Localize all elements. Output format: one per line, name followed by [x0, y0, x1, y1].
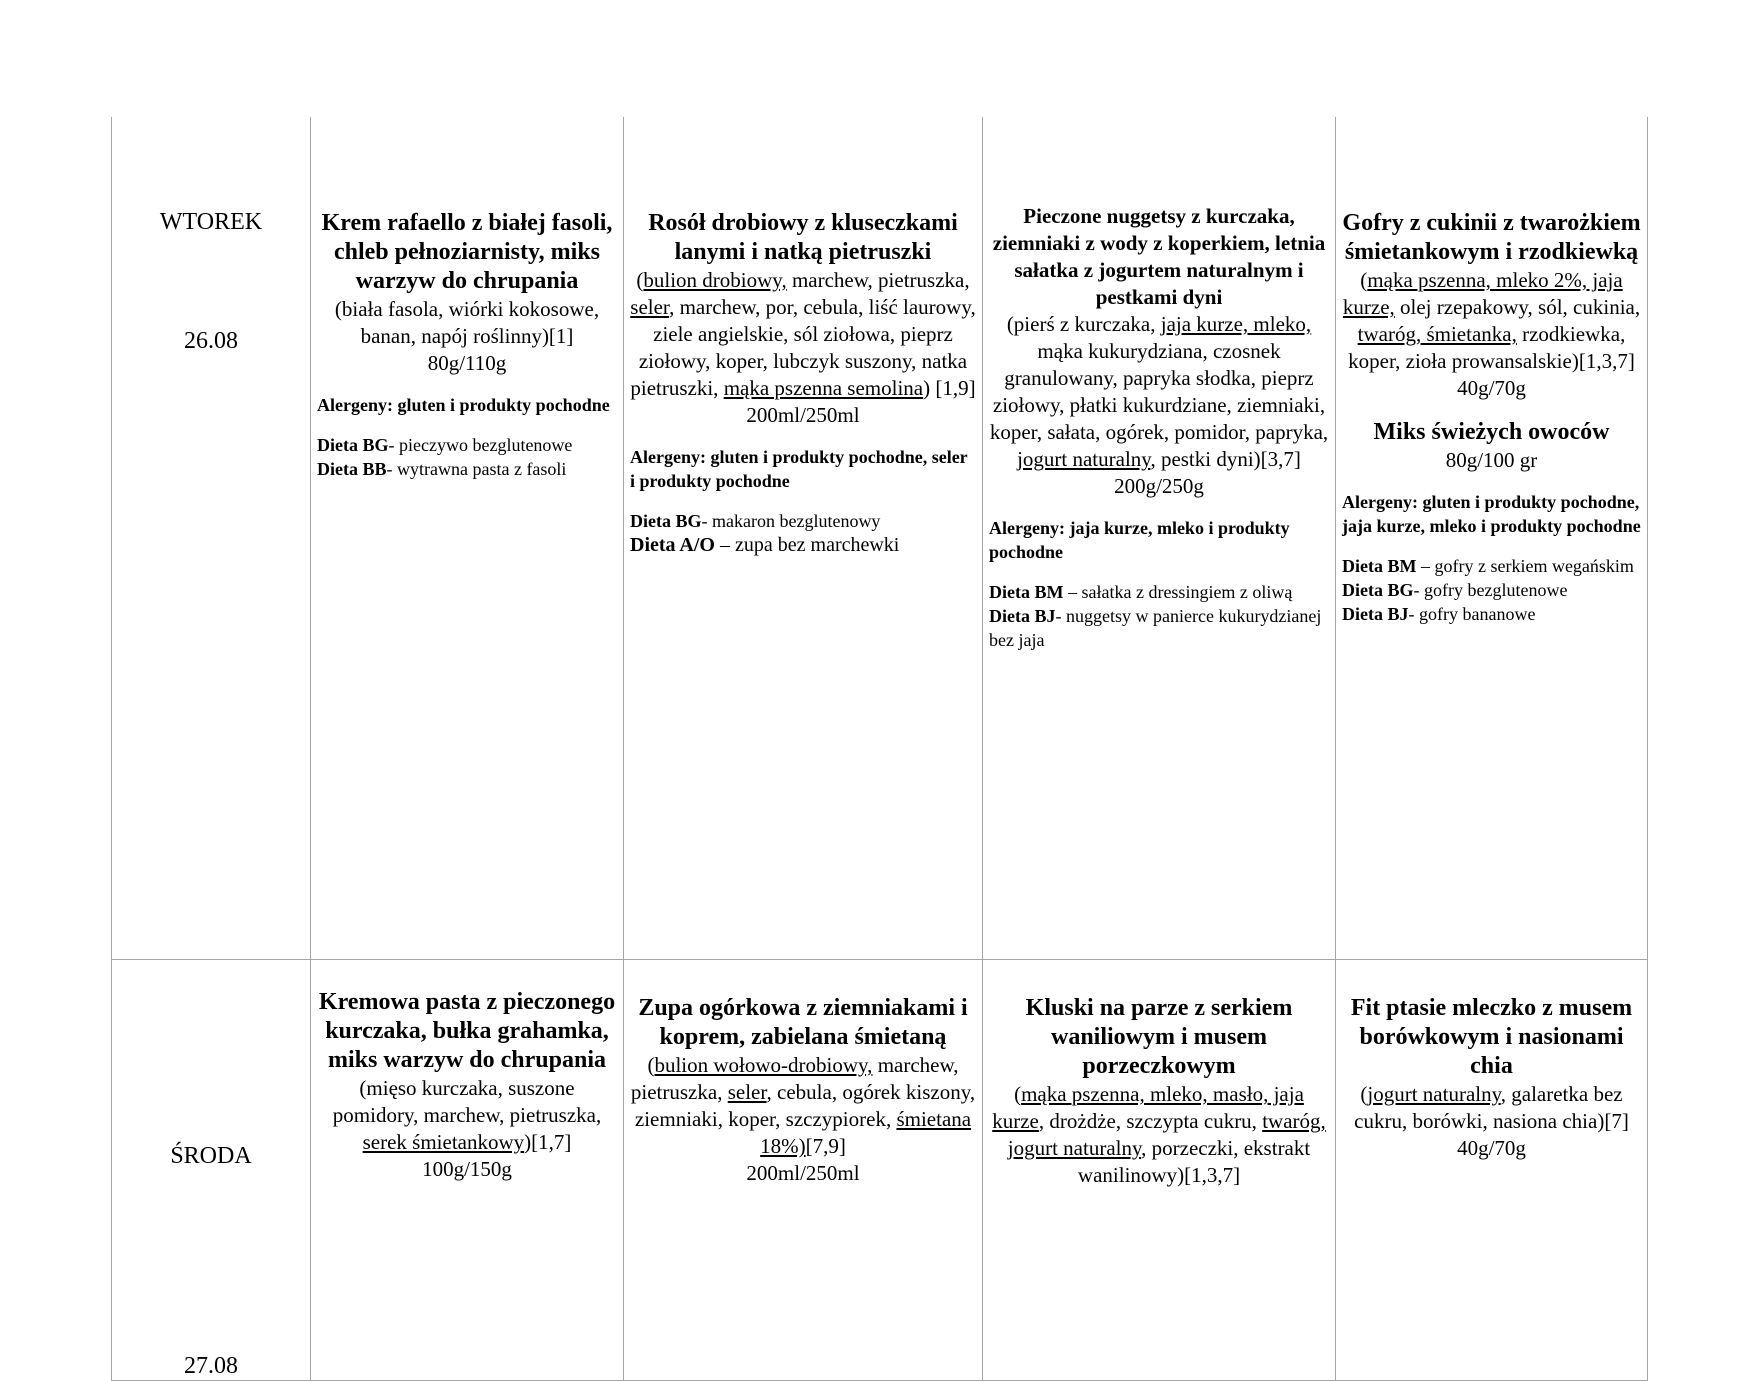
meal-portion: 100g/150g	[422, 1157, 512, 1181]
day-date: 26.08	[184, 328, 238, 354]
meal-cell-soup	[624, 117, 983, 960]
meal-ingredients: (mąka pszenna, mleko, masło, jaja kurze, drożdże, szczypta cukru, twaróg, jogurt naturalny, porzeczki, ekstrakt wanilinowy)[1,3,7]	[992, 1082, 1326, 1187]
meal-ingredients: (jogurt naturalny, galaretka bez cukru, borówki, nasiona chia)[7]	[1354, 1082, 1629, 1133]
menu-table	[111, 117, 1648, 1381]
meal-portion: 40g/70g	[1457, 376, 1526, 400]
diet-note: Dieta BG- pieczywo bezglutenowe	[317, 435, 573, 455]
extra-meal-title: Miks świeżych owoców	[1373, 419, 1610, 445]
table-row	[112, 960, 1648, 1381]
meal-ingredients: (mąka pszenna, mleko 2%, jaja kurze, olej rzepakowy, sól, cukinia, twaróg, śmietanka, rzodkiewka, koper, zioła prowansalskie)[1,3,7]	[1342, 268, 1641, 373]
meal-portion: 40g/70g	[1457, 1136, 1526, 1160]
meal-portion: 200ml/250ml	[746, 403, 860, 427]
diet-note: Dieta BJ- gofry bananowe	[1342, 604, 1536, 624]
meal-portion: 80g/110g	[427, 351, 507, 375]
meal-cell-soup	[624, 960, 983, 1381]
meal-title: Zupa ogórkowa z ziemniakami i koprem, zabielana śmietaną	[638, 995, 968, 1050]
meal-title: Kremowa pasta z pieczonego kurczaka, bułka grahamka, miks warzyw do chrupania	[318, 989, 616, 1073]
extra-meal-portion: 80g/100 gr	[1445, 448, 1538, 472]
diet-note: Dieta BG- makaron bezglutenowy	[630, 511, 881, 531]
meal-title: Pieczone nuggetsy z kurczaka, ziemniaki z wody z koperkiem, letnia sałatka z jogurtem naturalnym i pestkami dyni	[992, 204, 1326, 309]
meal-cell-snack	[1336, 960, 1648, 1381]
meal-ingredients: (mięso kurczaka, suszone pomidory, marchew, pietruszka, serek śmietankowy)[1,7]	[332, 1076, 602, 1154]
meal-title: Fit ptasie mleczko z musem borówkowym i nasionami chia	[1350, 995, 1633, 1079]
meal-portion: 200g/250g	[1114, 474, 1204, 498]
day-date: 27.08	[184, 1353, 238, 1379]
meal-cell-lunch	[983, 117, 1336, 960]
meal-portion: 200ml/250ml	[746, 1161, 860, 1185]
meal-cell-breakfast	[311, 960, 624, 1381]
allergens: Alergeny: jaja kurze, mleko i produkty pochodne	[989, 518, 1290, 562]
allergens: Alergeny: gluten i produkty pochodne, seler i produkty pochodne	[630, 447, 968, 491]
table-row	[112, 117, 1648, 960]
meal-ingredients: (bulion drobiowy, marchew, pietruszka, seler, marchew, por, cebula, liść laurowy, ziele angielskie, sól ziołowa, pieprz ziołowy, koper, lubczyk suszony, natka pietruszki, mąka pszenna semolina) [1,9]	[630, 268, 976, 400]
diet-note: Dieta BG- gofry bezglutenowe	[1342, 580, 1568, 600]
diet-note: Dieta A/O – zupa bez marchewki	[630, 534, 900, 556]
day-cell	[112, 117, 311, 960]
meal-ingredients: (pierś z kurczaka, jaja kurze, mleko, mąka kukurydziana, czosnek granulowany, papryka słodka, pieprz ziołowy, płatki kukurdziane, ziemniaki, koper, sałata, ogórek, pomidor, papryka, jogurt naturalny, pestki dyni)[3,7]	[989, 312, 1329, 471]
allergens: Alergeny: gluten i produkty pochodne, jaja kurze, mleko i produkty pochodne	[1342, 492, 1641, 536]
meal-title: Krem rafaello z białej fasoli, chleb pełnoziarnisty, miks warzyw do chrupania	[321, 210, 613, 294]
diet-note: Dieta BB- wytrawna pasta z fasoli	[317, 459, 567, 479]
diet-note: Dieta BJ- nuggetsy w panierce kukurydzianej bez jaja	[989, 606, 1322, 650]
meal-title: Kluski na parze z serkiem waniliowym i musem porzeczkowym	[1025, 995, 1293, 1079]
meal-cell-lunch	[983, 960, 1336, 1381]
allergens: Alergeny: gluten i produkty pochodne	[317, 395, 610, 415]
meal-ingredients: (bulion wołowo-drobiowy, marchew, pietruszka, seler, cebula, ogórek kiszony, ziemniaki, koper, szczypiorek, śmietana 18%)[7,9]	[630, 1053, 976, 1158]
meal-cell-snack	[1336, 117, 1648, 960]
meal-title: Gofry z cukinii z twarożkiem śmietankowym i rzodkiewką	[1342, 210, 1641, 265]
day-name: ŚRODA	[170, 1143, 252, 1169]
day-name: WTOREK	[159, 209, 263, 235]
diet-note: Dieta BM – sałatka z dressingiem z oliwą	[989, 582, 1293, 602]
meal-ingredients: (biała fasola, wiórki kokosowe, banan, napój roślinny)[1]	[334, 297, 600, 348]
diet-note: Dieta BM – gofry z serkiem wegańskim	[1342, 556, 1634, 576]
meal-title: Rosół drobiowy z kluseczkami lanymi i natką pietruszki	[648, 210, 958, 265]
day-cell	[112, 960, 311, 1381]
meal-cell-breakfast	[311, 117, 624, 960]
